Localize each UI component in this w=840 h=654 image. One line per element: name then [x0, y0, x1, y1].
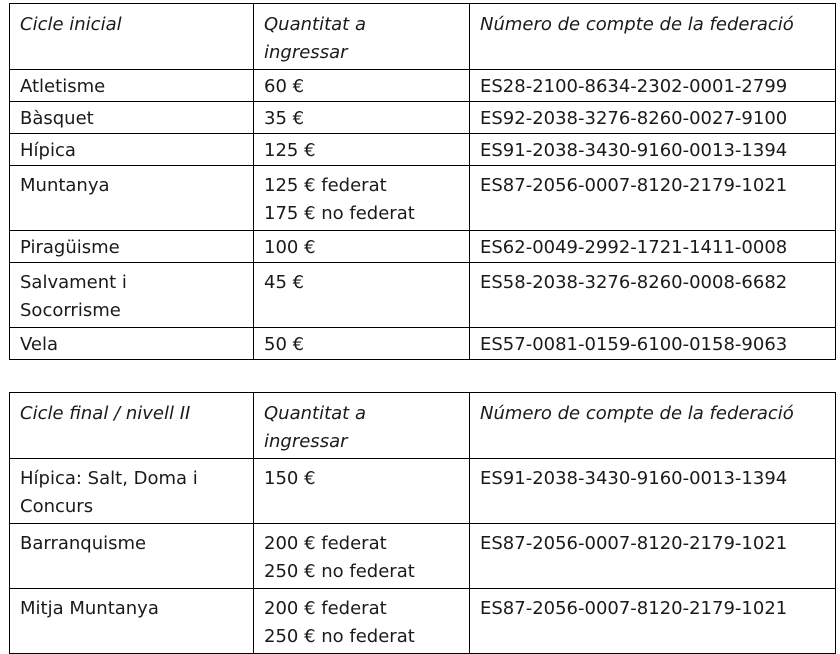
header-text: Número de compte de la federació [480, 14, 794, 35]
account-cell [470, 231, 836, 263]
table-row [10, 102, 836, 134]
document-page [9, 3, 835, 654]
amount-cell [254, 70, 470, 102]
activity-cell [10, 102, 254, 134]
header-row [10, 393, 836, 459]
amount-value: 45 € [264, 272, 305, 293]
activity-name: Mitja Muntanya [20, 598, 159, 619]
fee-tables [9, 3, 835, 654]
header-text: ingressar [264, 42, 348, 63]
header-account [470, 393, 836, 459]
header-cycle [10, 4, 254, 70]
amount-cell [254, 166, 470, 231]
activity-cell [10, 524, 254, 589]
header-account [470, 4, 836, 70]
account-cell [470, 524, 836, 589]
account-cell [470, 134, 836, 166]
amount-cell [254, 524, 470, 589]
amount-value: 60 € [264, 76, 305, 97]
account-number: ES91-2038-3430-9160-0013-1394 [480, 468, 788, 489]
activity-cell [10, 134, 254, 166]
account-number: ES87-2056-0007-8120-2179-1021 [480, 598, 788, 619]
account-cell [470, 70, 836, 102]
table-row [10, 459, 836, 524]
table-row [10, 70, 836, 102]
activity-cell [10, 70, 254, 102]
amount-value: 200 € federat [264, 598, 387, 619]
account-cell [470, 459, 836, 524]
header-text: ingressar [264, 431, 348, 452]
account-number: ES62-0049-2992-1721-1411-0008 [480, 237, 788, 258]
table-spacer [9, 360, 835, 392]
activity-cell [10, 166, 254, 231]
activity-name: Hípica: Salt, Doma i [20, 468, 198, 489]
amount-value: 150 € [264, 468, 316, 489]
activity-name: Muntanya [20, 175, 110, 196]
account-cell [470, 328, 836, 360]
activity-name: Bàsquet [20, 108, 94, 129]
final-cycle-table [9, 392, 836, 654]
amount-cell [254, 134, 470, 166]
header-row [10, 4, 836, 70]
header-amount [254, 4, 470, 70]
header-text: Quantitat a [264, 403, 366, 424]
activity-name: Salvament i [20, 272, 127, 293]
account-number: ES87-2056-0007-8120-2179-1021 [480, 175, 788, 196]
activity-name: Concurs [20, 496, 94, 517]
activity-cell [10, 263, 254, 328]
account-number: ES28-2100-8634-2302-0001-2799 [480, 76, 788, 97]
activity-name: Piragüisme [20, 237, 120, 258]
header-text: Cicle inicial [20, 14, 122, 35]
account-number: ES91-2038-3430-9160-0013-1394 [480, 140, 788, 161]
amount-value: 50 € [264, 334, 305, 355]
table-row [10, 134, 836, 166]
amount-cell [254, 263, 470, 328]
activity-name: Barranquisme [20, 533, 147, 554]
account-number: ES87-2056-0007-8120-2179-1021 [480, 533, 788, 554]
account-number: ES92-2038-3276-8260-0027-9100 [480, 108, 788, 129]
activity-cell [10, 328, 254, 360]
activity-cell [10, 231, 254, 263]
header-cycle [10, 393, 254, 459]
table-row [10, 263, 836, 328]
activity-cell [10, 589, 254, 654]
header-text: Número de compte de la federació [480, 403, 794, 424]
amount-cell [254, 459, 470, 524]
header-text: Quantitat a [264, 14, 366, 35]
amount-cell [254, 231, 470, 263]
amount-value: 125 € federat [264, 175, 387, 196]
amount-cell [254, 102, 470, 134]
header-text: Cicle final / nivell II [20, 403, 191, 424]
account-cell [470, 589, 836, 654]
amount-value: 250 € no federat [264, 561, 415, 582]
account-cell [470, 263, 836, 328]
amount-value: 250 € no federat [264, 626, 415, 647]
amount-value: 125 € [264, 140, 316, 161]
account-number: ES57-0081-0159-6100-0158-9063 [480, 334, 788, 355]
table-row [10, 589, 836, 654]
amount-value: 175 € no federat [264, 203, 415, 224]
account-cell [470, 102, 836, 134]
account-number: ES58-2038-3276-8260-0008-6682 [480, 272, 788, 293]
table-row [10, 524, 836, 589]
amount-value: 100 € [264, 237, 316, 258]
activity-name: Atletisme [20, 76, 106, 97]
table-row [10, 328, 836, 360]
amount-value: 35 € [264, 108, 305, 129]
table-row [10, 166, 836, 231]
activity-name: Socorrisme [20, 300, 121, 321]
amount-cell [254, 328, 470, 360]
table-row [10, 231, 836, 263]
account-cell [470, 166, 836, 231]
activity-name: Vela [20, 334, 59, 355]
header-amount [254, 393, 470, 459]
activity-name: Hípica [20, 140, 76, 161]
initial-cycle-table [9, 3, 836, 360]
activity-cell [10, 459, 254, 524]
amount-cell [254, 589, 470, 654]
amount-value: 200 € federat [264, 533, 387, 554]
